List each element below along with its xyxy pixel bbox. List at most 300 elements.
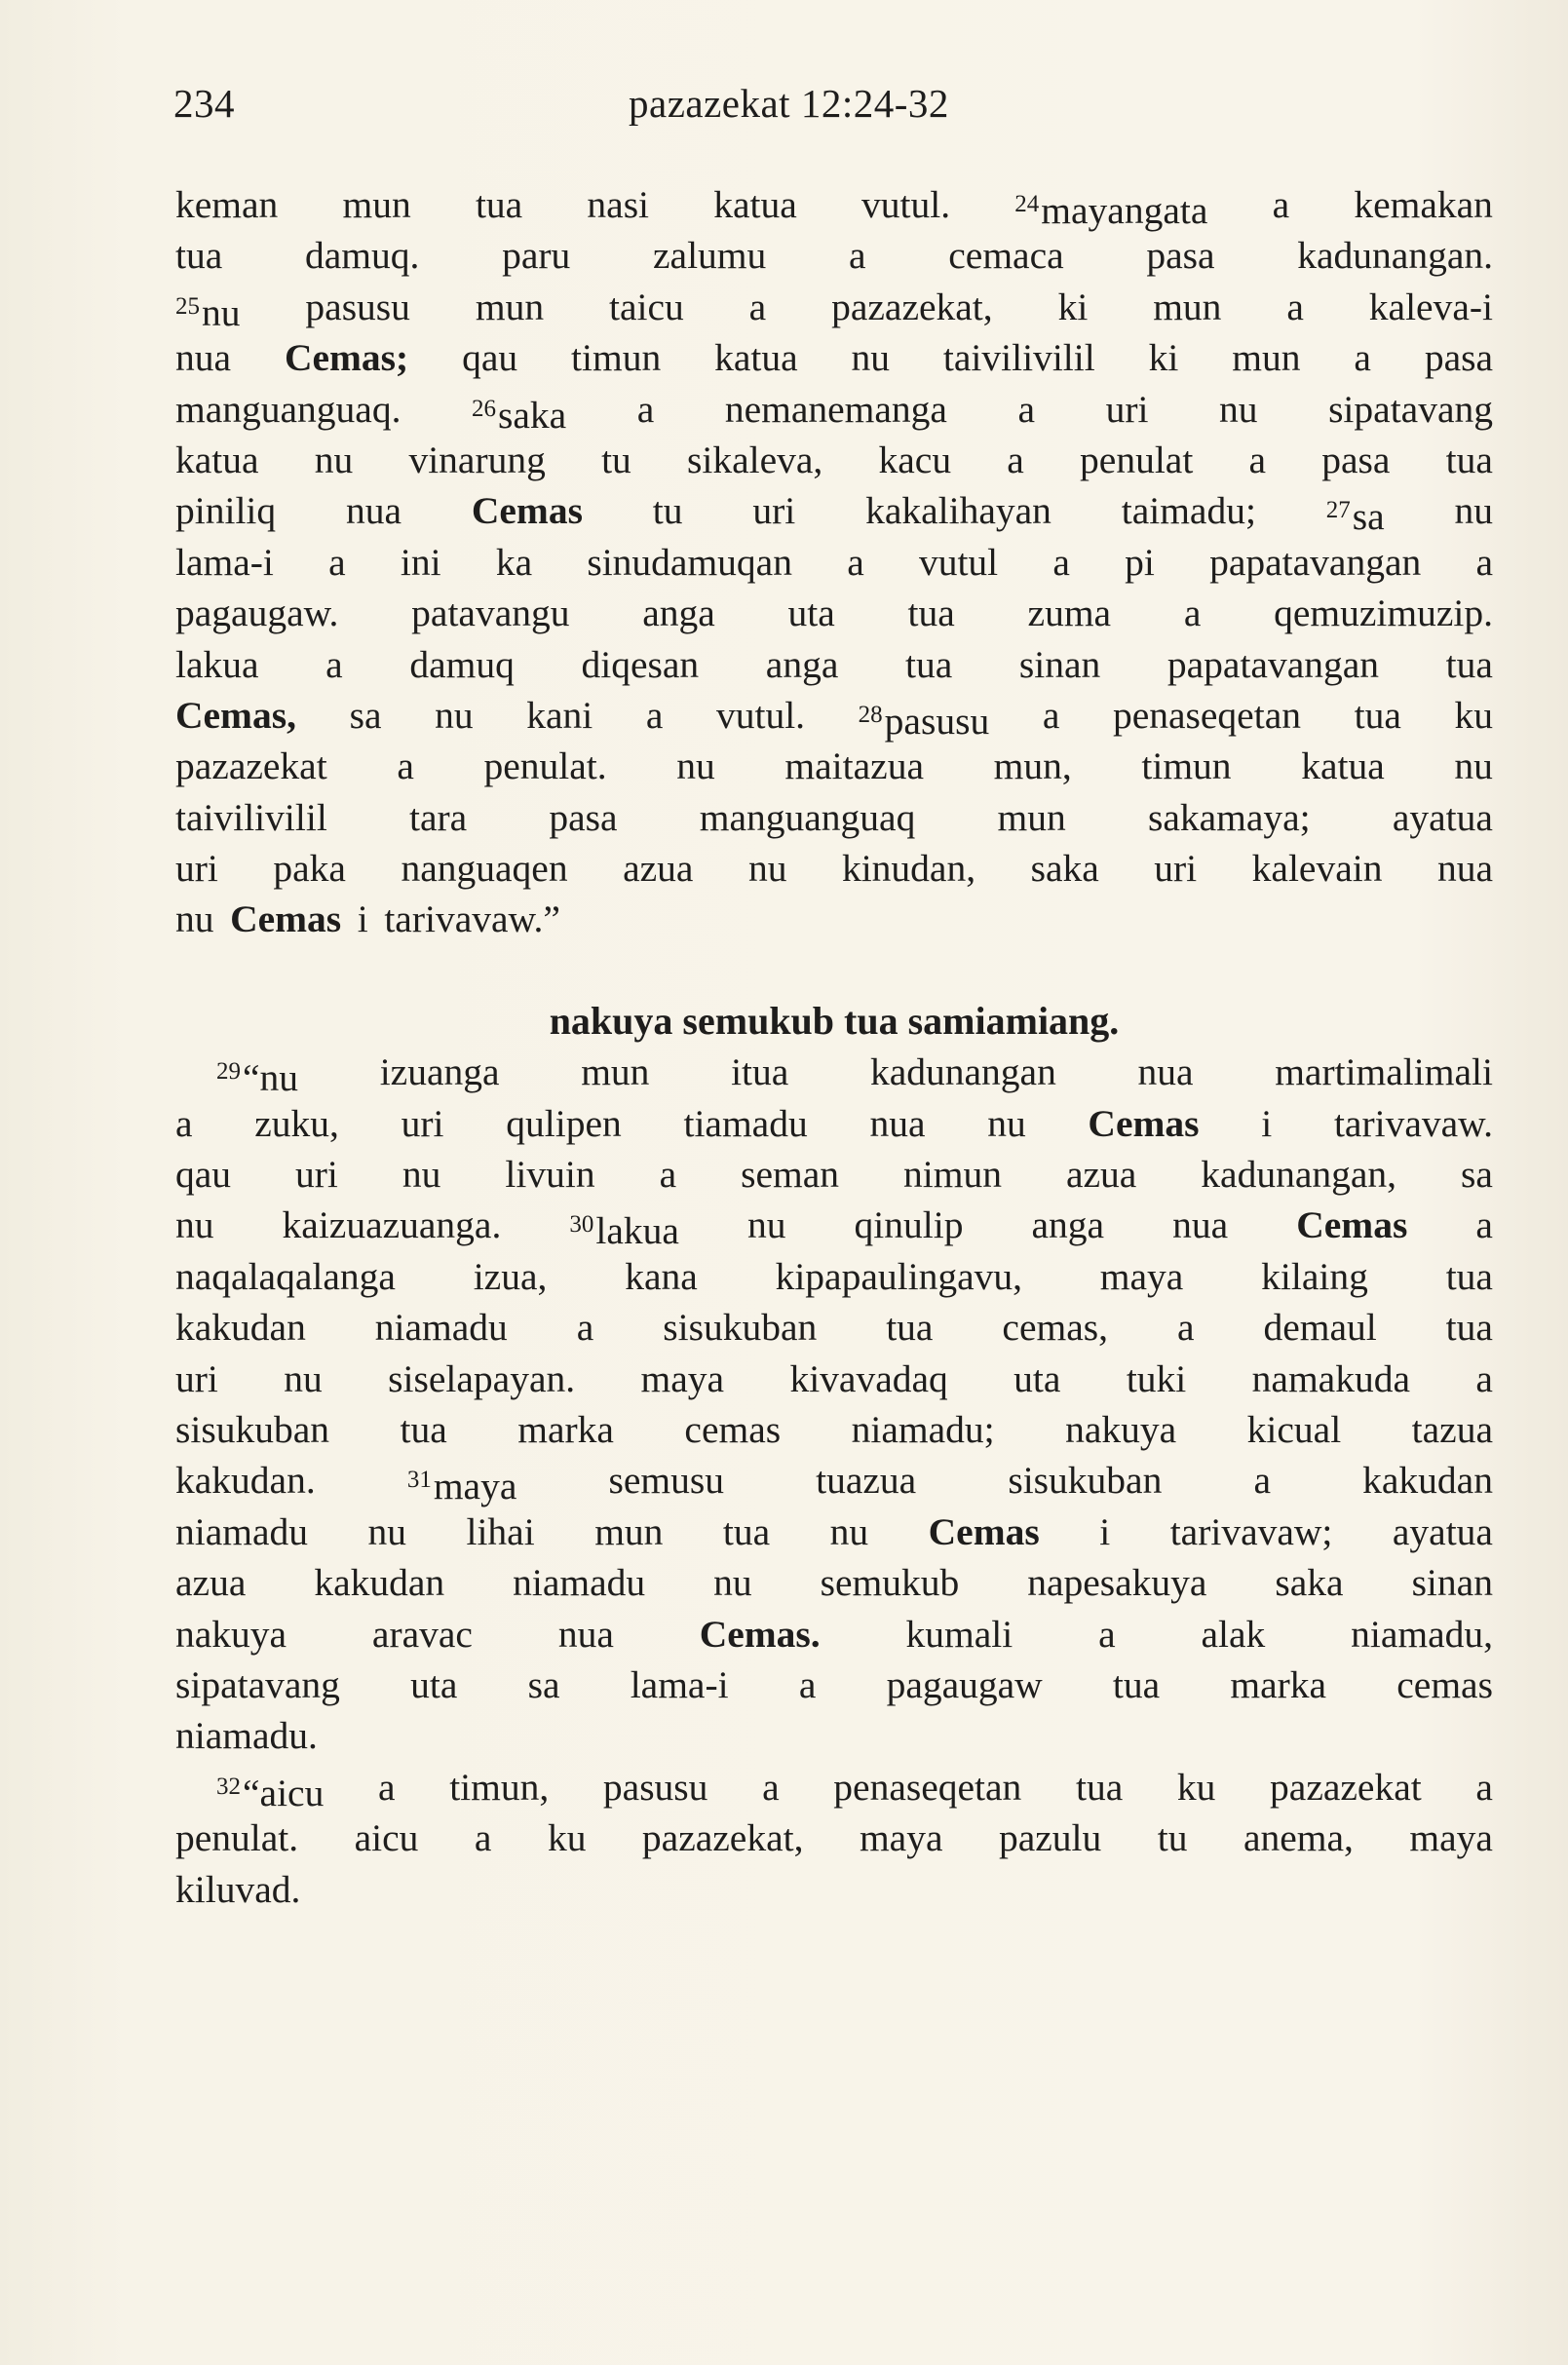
- word: tua: [886, 1306, 934, 1350]
- text-line: [175, 230, 1493, 281]
- verse-24: [1014, 179, 1207, 230]
- text-line: [175, 1354, 1493, 1404]
- word: kinudan,: [841, 847, 976, 891]
- word: kacu: [878, 438, 952, 481]
- word: nu: [175, 1203, 214, 1247]
- text-line: [175, 1404, 1493, 1455]
- text-line: [175, 384, 1493, 435]
- word: maya: [1409, 1816, 1493, 1860]
- word: tua: [175, 234, 223, 278]
- word: piniliq: [175, 489, 277, 533]
- word: nu: [676, 744, 715, 788]
- word: kemakan: [1354, 183, 1493, 226]
- word: niamadu;: [851, 1407, 995, 1451]
- word: a: [748, 285, 767, 328]
- word: papatavangan: [1166, 642, 1380, 686]
- word: a: [798, 1662, 817, 1706]
- text-line: [175, 1455, 1493, 1506]
- word: siselapayan.: [388, 1356, 576, 1400]
- word: a: [847, 540, 864, 584]
- text-line: [175, 1251, 1493, 1302]
- word: ku: [1176, 1765, 1216, 1809]
- word: pasusu: [884, 699, 990, 743]
- word: nanguaqen: [401, 847, 568, 891]
- text-line: [175, 1609, 1493, 1659]
- word: i: [1261, 1101, 1273, 1145]
- word: pi: [1125, 540, 1155, 584]
- word: nu: [402, 1153, 441, 1197]
- word: sa: [527, 1662, 560, 1706]
- word: ka: [495, 540, 533, 584]
- word: nakuya: [175, 1612, 287, 1656]
- word: nakuya: [1065, 1407, 1177, 1451]
- word: nu: [747, 847, 787, 891]
- word: nu: [435, 693, 474, 737]
- word: mun: [594, 1509, 664, 1553]
- word: marka: [1230, 1662, 1327, 1706]
- word: tazua: [1411, 1407, 1493, 1451]
- word: tua: [904, 642, 953, 686]
- word: pasa: [1321, 438, 1391, 481]
- word: mun: [1232, 336, 1301, 380]
- word: patavangu: [411, 591, 570, 635]
- word: vutul.: [715, 693, 806, 737]
- word-cemas: Cemas;: [284, 336, 409, 380]
- word: nu: [851, 336, 891, 380]
- page-header: [173, 80, 1489, 138]
- word: tua: [907, 591, 955, 635]
- word: papatavangan: [1209, 540, 1422, 584]
- word: damuq: [409, 642, 515, 686]
- word: a: [848, 234, 866, 278]
- word: uri: [295, 1153, 338, 1197]
- word: maya: [1099, 1254, 1184, 1298]
- text-line: [175, 179, 1493, 230]
- word: nu: [367, 1509, 406, 1553]
- word: sikaleva,: [687, 438, 823, 481]
- word: itua: [731, 1050, 789, 1094]
- word: kicual: [1246, 1407, 1342, 1451]
- word: nu: [713, 1561, 752, 1605]
- text-line: [175, 1812, 1493, 1863]
- text-line: [175, 332, 1493, 383]
- word: namakuda: [1251, 1356, 1410, 1400]
- word: kakalihayan: [865, 489, 1052, 533]
- word: sa: [1461, 1153, 1493, 1197]
- word: maya: [433, 1465, 517, 1508]
- section-heading-text: nakuya semukub tua samiamiang.: [549, 998, 1120, 1043]
- word: kivavadaq: [789, 1356, 948, 1400]
- word: napesakuya: [1027, 1561, 1207, 1605]
- word: uta: [787, 591, 835, 635]
- word: semusu: [608, 1459, 724, 1503]
- word: semukub: [820, 1561, 960, 1605]
- word: mun: [475, 285, 545, 328]
- word: a: [1475, 1765, 1493, 1809]
- word: naqalaqalanga: [175, 1254, 396, 1298]
- word: kadunangan,: [1201, 1153, 1397, 1197]
- word: cemaca: [948, 234, 1064, 278]
- text-line: [175, 1710, 1493, 1761]
- word: tu: [652, 489, 683, 533]
- word: kakudan: [175, 1306, 306, 1350]
- word: uta: [410, 1662, 458, 1706]
- word: lama-i: [175, 540, 274, 584]
- word: a: [474, 1816, 492, 1860]
- word: tarivavaw.”: [384, 897, 560, 941]
- verse-30: [569, 1200, 679, 1253]
- word: a: [659, 1153, 677, 1197]
- word-cemas: Cemas,: [175, 693, 296, 737]
- word: martimalimali: [1275, 1050, 1493, 1094]
- word: manguanguaq.: [175, 387, 402, 431]
- word: kana: [625, 1254, 698, 1298]
- word: ki: [1057, 285, 1089, 328]
- word: sisukuban: [1008, 1459, 1163, 1503]
- word: uri: [1154, 847, 1198, 891]
- word: seman: [741, 1153, 840, 1197]
- word: kipapaulingavu,: [775, 1254, 1022, 1298]
- word: a: [175, 1101, 193, 1145]
- word: sakamaya;: [1147, 795, 1311, 839]
- word: taicu: [608, 285, 684, 328]
- word: livuin: [505, 1153, 595, 1197]
- word: kaizuazuanga.: [282, 1203, 502, 1247]
- word: uri: [175, 847, 218, 891]
- word: uri: [401, 1101, 444, 1145]
- word: nu: [202, 290, 241, 334]
- word: sisukuban: [175, 1407, 329, 1451]
- word: kaleva-i: [1368, 285, 1493, 328]
- word: marka: [517, 1407, 614, 1451]
- word: cemas: [1396, 1662, 1493, 1706]
- text-line: [175, 639, 1493, 690]
- word: tua: [1445, 642, 1493, 686]
- word: tuki: [1126, 1356, 1187, 1400]
- word: pasusu: [602, 1765, 708, 1809]
- word: a: [1253, 1459, 1271, 1503]
- word: tua: [1445, 438, 1493, 481]
- word: pazazekat: [1270, 1765, 1422, 1809]
- word: kani: [526, 693, 593, 737]
- word: a: [1272, 183, 1290, 226]
- word: tua: [400, 1407, 447, 1451]
- text-line: [175, 537, 1493, 588]
- word: sipatavang: [1328, 387, 1493, 431]
- text-line: [175, 1507, 1493, 1557]
- word: alak: [1201, 1612, 1266, 1656]
- word: a: [1098, 1612, 1116, 1656]
- verse-29: [216, 1047, 299, 1100]
- word: pazazekat,: [641, 1816, 804, 1860]
- word: qemuzimuzip.: [1274, 591, 1493, 635]
- word: tua: [1445, 1306, 1493, 1350]
- verse-31: [407, 1455, 517, 1506]
- word: mayangata: [1041, 189, 1208, 232]
- word: ayatua: [1392, 1509, 1493, 1553]
- word: a: [1248, 438, 1267, 481]
- word: nimun: [903, 1153, 1002, 1197]
- word: anema,: [1243, 1816, 1354, 1860]
- word: timun: [571, 336, 662, 380]
- word: a: [762, 1765, 780, 1809]
- word-cemas: Cemas: [230, 897, 342, 941]
- word: azua: [175, 1561, 247, 1605]
- body-text: [175, 179, 1493, 1915]
- word: katua: [714, 336, 798, 380]
- word: anga: [1031, 1203, 1105, 1247]
- word: damuq.: [304, 234, 420, 278]
- text-line: [175, 1659, 1493, 1710]
- text-line: [175, 894, 1493, 944]
- word: kiluvad.: [175, 1867, 301, 1911]
- verse-number: 30: [569, 1211, 594, 1239]
- word-cemas: Cemas: [928, 1509, 1040, 1553]
- word: katua: [175, 438, 259, 481]
- word: a: [1042, 693, 1060, 737]
- verse-number: 24: [1014, 191, 1040, 217]
- word: tua: [1112, 1662, 1161, 1706]
- word: “aicu: [243, 1771, 325, 1814]
- word: nu: [746, 1203, 786, 1247]
- word: nemanemanga: [724, 387, 947, 431]
- word: niamadu: [374, 1306, 508, 1350]
- word: a: [1007, 438, 1024, 481]
- word: nua: [175, 336, 232, 380]
- word: demaul: [1263, 1306, 1377, 1350]
- word: azua: [623, 847, 694, 891]
- verse-number: 25: [175, 292, 200, 320]
- word: mun: [581, 1050, 650, 1094]
- running-head: pazazekat 12:24-32: [629, 81, 949, 126]
- word: izua,: [473, 1254, 548, 1298]
- word: nua: [1172, 1203, 1229, 1247]
- word: kilaing: [1261, 1254, 1368, 1298]
- word: a: [1475, 1356, 1493, 1400]
- word: a: [576, 1306, 594, 1350]
- word: lakua: [175, 642, 259, 686]
- word: nua: [1137, 1050, 1194, 1094]
- word: sa: [349, 693, 382, 737]
- verse-32: [216, 1762, 324, 1812]
- word: aravac: [371, 1612, 473, 1656]
- text-line: [175, 1302, 1493, 1353]
- word: penaseqetan: [833, 1765, 1022, 1809]
- word: tua: [722, 1509, 771, 1553]
- word: pasa: [549, 795, 618, 839]
- verse-number: 31: [406, 1467, 432, 1494]
- word: pasa: [1424, 336, 1493, 380]
- word: uta: [1013, 1356, 1061, 1400]
- word: vutul: [918, 540, 999, 584]
- word: ayatua: [1392, 795, 1493, 839]
- text-line: [175, 1047, 1493, 1100]
- word: pagaugaw.: [175, 591, 339, 635]
- word: tarivavaw;: [1169, 1509, 1333, 1553]
- word: lihai: [466, 1509, 535, 1553]
- word: vinarung: [408, 438, 546, 481]
- text-line: [175, 435, 1493, 485]
- word: nu: [284, 1356, 323, 1400]
- word: a: [1354, 336, 1371, 380]
- text-line: [175, 588, 1493, 638]
- word: cemas,: [1002, 1306, 1108, 1350]
- verse-27: [1325, 485, 1385, 539]
- word: penaseqetan: [1112, 693, 1301, 737]
- word: tuazua: [816, 1459, 917, 1503]
- word: ku: [1454, 693, 1493, 737]
- word: nu: [314, 438, 354, 481]
- text-line: [175, 282, 1493, 332]
- word: tua: [1354, 693, 1401, 737]
- word: paka: [273, 847, 346, 891]
- text-line: [175, 485, 1493, 539]
- word: pazulu: [998, 1816, 1102, 1860]
- word: pasa: [1146, 234, 1215, 278]
- verse-number: 27: [1325, 497, 1351, 524]
- word: uri: [175, 1356, 218, 1400]
- verse-number: 29: [216, 1058, 241, 1086]
- word: katua: [1301, 744, 1385, 788]
- word: katua: [713, 183, 797, 226]
- word: manguanguaq: [699, 795, 916, 839]
- word: lama-i: [630, 1662, 729, 1706]
- text-line: [175, 1098, 1493, 1149]
- word: nua: [557, 1612, 614, 1656]
- word: sinan: [1411, 1561, 1493, 1605]
- text-line: [175, 1149, 1493, 1200]
- word: kadunangan.: [1297, 234, 1493, 278]
- text-line: [175, 1762, 1493, 1812]
- word: tua: [1445, 1254, 1493, 1298]
- word: nu: [1454, 489, 1493, 533]
- word: uri: [752, 489, 796, 533]
- word: kakudan: [314, 1561, 445, 1605]
- text-line: [175, 1200, 1493, 1253]
- word: taivilivilil: [942, 336, 1095, 380]
- word: tiamadu: [683, 1101, 808, 1145]
- word: paru: [502, 234, 571, 278]
- word: i: [357, 897, 368, 941]
- word: pazazekat,: [831, 285, 993, 328]
- word: mun: [342, 183, 411, 226]
- word: a: [1017, 387, 1036, 431]
- word: mun,: [993, 744, 1072, 788]
- word: penulat.: [483, 744, 607, 788]
- word: tua: [1075, 1765, 1124, 1809]
- verse-28: [859, 690, 990, 741]
- word: tara: [409, 795, 468, 839]
- word: timun: [1141, 744, 1232, 788]
- word: maya: [859, 1816, 943, 1860]
- verse-number: 28: [858, 701, 883, 728]
- word: tua: [475, 183, 523, 226]
- word: pagaugaw: [886, 1662, 1043, 1706]
- word: maya: [640, 1356, 725, 1400]
- word: niamadu.: [175, 1714, 318, 1758]
- word: a: [636, 387, 655, 431]
- word: kalevain: [1251, 847, 1383, 891]
- word: niamadu,: [1351, 1612, 1493, 1656]
- word: a: [397, 744, 414, 788]
- verse-25: [175, 282, 241, 332]
- word: nu: [829, 1509, 869, 1553]
- word: qulipen: [506, 1101, 622, 1145]
- word: a: [328, 540, 346, 584]
- word-cemas: Cemas.: [699, 1612, 821, 1656]
- word: a: [1052, 540, 1070, 584]
- word: cemas: [684, 1407, 782, 1451]
- word: qau: [175, 1153, 232, 1197]
- word: penulat.: [175, 1816, 299, 1860]
- word: zalumu: [653, 234, 767, 278]
- word: lakua: [595, 1209, 679, 1253]
- word: a: [1475, 1203, 1493, 1247]
- word: a: [645, 693, 664, 737]
- word: kadunangan: [869, 1050, 1056, 1094]
- word: tarivavaw.: [1333, 1101, 1493, 1145]
- word: ku: [547, 1816, 587, 1860]
- word-cemas: Cemas: [1296, 1203, 1408, 1247]
- word: nua: [345, 489, 402, 533]
- word: kakudan.: [175, 1459, 316, 1503]
- word: a: [1286, 285, 1304, 328]
- word: qau: [462, 336, 518, 380]
- word: a: [325, 642, 343, 686]
- word: nua: [1436, 847, 1493, 891]
- word: i: [1099, 1509, 1111, 1553]
- word: nu: [987, 1101, 1026, 1145]
- word: saka: [1275, 1561, 1344, 1605]
- word: aicu: [354, 1816, 419, 1860]
- word: mun: [1153, 285, 1222, 328]
- word: azua: [1065, 1153, 1137, 1197]
- word: sipatavang: [175, 1662, 340, 1706]
- word: sinudamuqan: [587, 540, 792, 584]
- word: nu: [1219, 387, 1258, 431]
- word: niamadu: [175, 1509, 309, 1553]
- text-line: [175, 1557, 1493, 1608]
- word: nua: [869, 1101, 926, 1145]
- word-cemas: Cemas: [471, 489, 583, 533]
- verse-number: 32: [216, 1773, 241, 1800]
- verse-number: 26: [472, 395, 496, 422]
- word: sinan: [1018, 642, 1101, 686]
- word: taimadu;: [1121, 489, 1256, 533]
- word: pasusu: [305, 285, 410, 328]
- verse-26: [472, 384, 566, 435]
- word: ki: [1148, 336, 1179, 380]
- word: saka: [1030, 847, 1099, 891]
- text-line: [175, 741, 1493, 791]
- word: taivilivilil: [175, 795, 327, 839]
- word: mun: [997, 795, 1066, 839]
- word: zuku,: [254, 1101, 339, 1145]
- word: izuanga: [379, 1050, 500, 1094]
- word: tu: [1157, 1816, 1188, 1860]
- word: niamadu: [513, 1561, 646, 1605]
- page-number: 234: [173, 81, 235, 126]
- text-line: [175, 843, 1493, 894]
- word: penulat: [1080, 438, 1194, 481]
- word: a: [1176, 1306, 1195, 1350]
- word: a: [377, 1765, 396, 1809]
- word: saka: [498, 393, 567, 437]
- word: maitazua: [784, 744, 924, 788]
- word: kakudan: [1362, 1459, 1493, 1503]
- word: a: [1475, 540, 1493, 584]
- word: vutul.: [861, 183, 951, 226]
